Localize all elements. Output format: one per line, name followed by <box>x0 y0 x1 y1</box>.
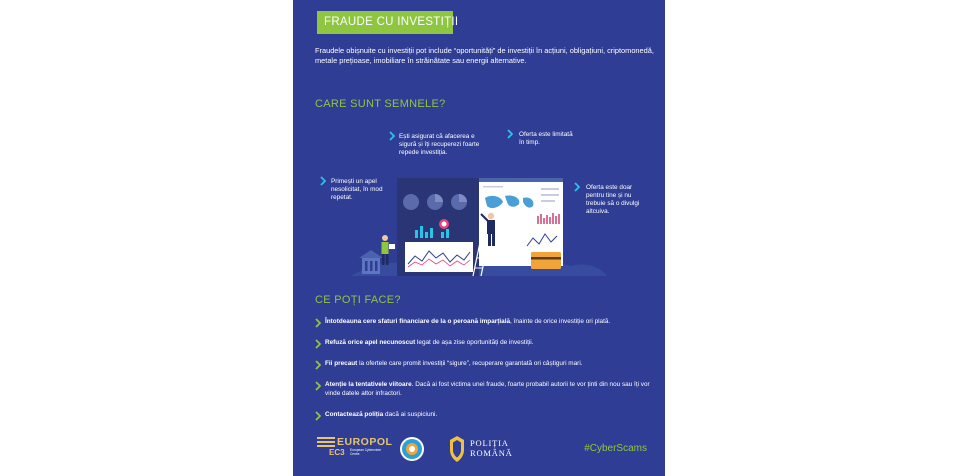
action-emphasis: Atenție la tentativele viitoare <box>325 381 412 388</box>
actions-list <box>315 317 655 431</box>
sign-item: Ești asigurat că afacerea e sigură și îți recuperezi foarte repede investiția. <box>399 133 480 156</box>
list-item <box>315 359 655 368</box>
list-item <box>315 380 655 398</box>
chevron-right-icon <box>315 339 321 349</box>
action-emphasis: Refuză orice apel necunoscut <box>325 339 416 346</box>
chevron-right-icon <box>315 318 321 328</box>
chevron-right-icon <box>315 360 321 370</box>
page-title: FRAUDE CU INVESTIȚII <box>317 11 453 34</box>
action-text: , înainte de orice investiție ori plată. <box>510 318 611 325</box>
europol-logo-text: EUROPOL <box>337 436 393 448</box>
action-text: . Dacă ai fost victima unei fraude, foarte probabil autorii te vor ținti din nou sau îți vor vinde datele altor infractori. <box>325 381 650 397</box>
chevron-right-icon <box>320 176 326 186</box>
list-item <box>315 410 655 419</box>
sign-item: Oferta este doar pentru tine și nu trebuie să o divulgi altcuiva. <box>586 184 640 215</box>
chevron-right-icon <box>507 129 513 139</box>
intro-text: Fraudele obișnuite cu investiții pot include “oportunități” de investiții în acțiuni, obligațiuni, criptomonedă, metale prețioase, imobiliare în străinătate sau energii alternative. <box>315 46 654 65</box>
police-logo-line: POLIȚIA <box>470 438 509 448</box>
ec3-logo-text: EC3 <box>329 448 345 457</box>
action-emphasis: Fii precaut <box>325 360 358 367</box>
poster <box>293 0 665 476</box>
action-text: dacă ai suspiciuni. <box>383 411 438 418</box>
action-text: la ofertele care promit investiții “sigure”, recuperare garantată ori câștiguri mari. <box>357 360 583 367</box>
action-text: legat de așa zise oportunități de investiții. <box>415 339 534 346</box>
action-emphasis: Contactează poliția <box>325 411 384 418</box>
chevron-right-icon <box>389 131 395 141</box>
list-item <box>315 317 655 326</box>
police-logo-line: ROMÂNĂ <box>470 448 513 458</box>
footer <box>293 432 665 468</box>
hashtag: #CyberScams <box>584 443 647 454</box>
eu-fund-emblem-icon <box>399 436 425 462</box>
chevron-right-icon <box>315 411 321 421</box>
chevron-right-icon <box>315 381 321 391</box>
sign-item: Oferta este limitată în timp. <box>519 131 573 146</box>
actions-heading: CE POȚI FACE? <box>315 294 401 306</box>
signs-heading: CARE SUNT SEMNELE? <box>315 98 446 110</box>
europol-logo-icon <box>317 437 335 447</box>
list-item <box>315 338 655 347</box>
police-crest-icon <box>448 435 466 463</box>
investment-dashboard-illustration <box>351 172 607 282</box>
sign-item: Primești un apel nesolicitat, în mod repetat. <box>331 178 383 201</box>
action-emphasis: Întotdeauna cere sfaturi financiare de la o peroană imparțială <box>325 318 511 325</box>
police-logo-text <box>470 438 513 458</box>
ec3-subtitle: European Cybercrime Centre <box>350 448 382 456</box>
